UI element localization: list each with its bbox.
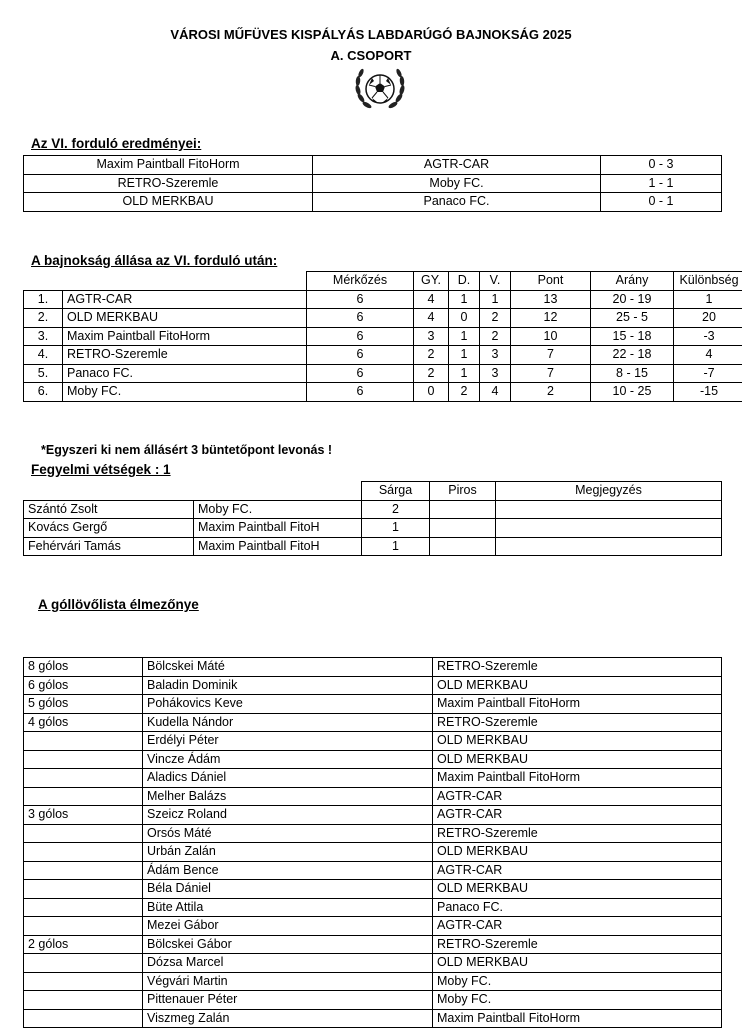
- losses: 3: [480, 364, 511, 383]
- away-team: AGTR-CAR: [313, 156, 601, 175]
- diff: 20: [674, 309, 742, 328]
- team: Maxim Paintball FitoHorm: [433, 1009, 722, 1028]
- scorer-row: [24, 713, 722, 732]
- team: AGTR-CAR: [433, 917, 722, 936]
- losses: 2: [480, 309, 511, 328]
- home-team: OLD MERKBAU: [24, 193, 313, 212]
- losses: 1: [480, 290, 511, 309]
- scorer-row: [24, 750, 722, 769]
- scorer-row: [24, 843, 722, 862]
- scorer-row: [24, 732, 722, 751]
- played: 6: [307, 327, 414, 346]
- player: Béla Dániel: [143, 880, 433, 899]
- points: 2: [511, 383, 591, 402]
- yellow-cards: 2: [362, 500, 430, 519]
- losses: 4: [480, 383, 511, 402]
- scorer-row: [24, 1009, 722, 1028]
- player: Erdélyi Péter: [143, 732, 433, 751]
- team: AGTR-CAR: [63, 290, 307, 309]
- points: 12: [511, 309, 591, 328]
- scorer-row: [24, 935, 722, 954]
- standings-table: [23, 271, 742, 402]
- standings-row: [24, 327, 742, 346]
- standings-row: [24, 346, 742, 365]
- yellow-cards: 1: [362, 537, 430, 556]
- goal-count: [24, 898, 143, 917]
- away-team: Panaco FC.: [313, 193, 601, 212]
- team: OLD MERKBAU: [433, 880, 722, 899]
- standings-row: [24, 309, 742, 328]
- ratio: 25 - 5: [591, 309, 674, 328]
- scorer-row: [24, 658, 722, 677]
- red-cards: [430, 500, 496, 519]
- points: 10: [511, 327, 591, 346]
- col-yellow: Sárga: [362, 482, 430, 501]
- col-diff: Különbség: [674, 272, 742, 291]
- goal-count: [24, 769, 143, 788]
- player: Urbán Zalán: [143, 843, 433, 862]
- goal-count: [24, 732, 143, 751]
- col-red: Piros: [430, 482, 496, 501]
- wins: 2: [414, 364, 449, 383]
- played: 6: [307, 383, 414, 402]
- home-team: RETRO-Szeremle: [24, 174, 313, 193]
- away-team: Moby FC.: [313, 174, 601, 193]
- draws: 2: [449, 383, 480, 402]
- team: RETRO-Szeremle: [63, 346, 307, 365]
- note: [496, 500, 722, 519]
- player: Kudella Nándor: [143, 713, 433, 732]
- scorer-row: [24, 769, 722, 788]
- player: Pittenauer Péter: [143, 991, 433, 1010]
- points: 13: [511, 290, 591, 309]
- result-row: [24, 174, 722, 193]
- player: Büte Attila: [143, 898, 433, 917]
- position: 2.: [24, 309, 63, 328]
- goal-count: [24, 954, 143, 973]
- goal-count: [24, 972, 143, 991]
- scorer-row: [24, 972, 722, 991]
- draws: 1: [449, 290, 480, 309]
- team: Maxim Paintball FitoHorm: [433, 769, 722, 788]
- standings-row: [24, 364, 742, 383]
- points: 7: [511, 346, 591, 365]
- player: Végvári Martin: [143, 972, 433, 991]
- scorers-heading: A góllövőlista élmezőnye: [38, 597, 199, 612]
- diff: 4: [674, 346, 742, 365]
- scorer-row: [24, 991, 722, 1010]
- team: OLD MERKBAU: [433, 750, 722, 769]
- player: Baladin Dominik: [143, 676, 433, 695]
- team: Moby FC.: [63, 383, 307, 402]
- losses: 2: [480, 327, 511, 346]
- team: Moby FC.: [433, 991, 722, 1010]
- goal-count: [24, 787, 143, 806]
- standings-row: [24, 290, 742, 309]
- ratio: 22 - 18: [591, 346, 674, 365]
- col-ratio: Arány: [591, 272, 674, 291]
- draws: 1: [449, 346, 480, 365]
- wins: 4: [414, 309, 449, 328]
- soccer-ball-laurel-icon: [352, 64, 408, 114]
- player: Kovács Gergő: [24, 519, 194, 538]
- scorer-row: [24, 787, 722, 806]
- scorer-row: [24, 676, 722, 695]
- team: OLD MERKBAU: [433, 732, 722, 751]
- col-points: Pont: [511, 272, 591, 291]
- team: OLD MERKBAU: [433, 676, 722, 695]
- draws: 1: [449, 327, 480, 346]
- player: Pohákovics Keve: [143, 695, 433, 714]
- discipline-row: [24, 537, 722, 556]
- team: OLD MERKBAU: [433, 843, 722, 862]
- played: 6: [307, 364, 414, 383]
- standings-row: [24, 383, 742, 402]
- player: Orsós Máté: [143, 824, 433, 843]
- col-draws: D.: [449, 272, 480, 291]
- scorer-row: [24, 861, 722, 880]
- discipline-row: [24, 519, 722, 538]
- goal-count: [24, 824, 143, 843]
- ratio: 15 - 18: [591, 327, 674, 346]
- team: Moby FC.: [433, 972, 722, 991]
- diff: -15: [674, 383, 742, 402]
- points: 7: [511, 364, 591, 383]
- position: 3.: [24, 327, 63, 346]
- goal-count: [24, 750, 143, 769]
- team: RETRO-Szeremle: [433, 658, 722, 677]
- scorer-row: [24, 695, 722, 714]
- played: 6: [307, 290, 414, 309]
- goal-count: 3 gólos: [24, 806, 143, 825]
- penalty-note: *Egyszeri ki nem állásért 3 büntetőpont levonás !: [41, 443, 333, 457]
- team: Panaco FC.: [433, 898, 722, 917]
- player: Bölcskei Gábor: [143, 935, 433, 954]
- draws: 1: [449, 364, 480, 383]
- score: 0 - 1: [601, 193, 722, 212]
- player: Viszmeg Zalán: [143, 1009, 433, 1028]
- goal-count: 8 gólos: [24, 658, 143, 677]
- team: Maxim Paintball FitoH: [194, 537, 362, 556]
- goal-count: [24, 880, 143, 899]
- note: [496, 537, 722, 556]
- team: Maxim Paintball FitoHorm: [63, 327, 307, 346]
- team: AGTR-CAR: [433, 787, 722, 806]
- discipline-row: [24, 500, 722, 519]
- goal-count: [24, 861, 143, 880]
- goal-count: 6 gólos: [24, 676, 143, 695]
- player: Vincze Ádám: [143, 750, 433, 769]
- ratio: 10 - 25: [591, 383, 674, 402]
- scorer-row: [24, 806, 722, 825]
- position: 5.: [24, 364, 63, 383]
- position: 1.: [24, 290, 63, 309]
- discipline-header-row: [24, 482, 722, 501]
- team: Maxim Paintball FitoH: [194, 519, 362, 538]
- player: Ádám Bence: [143, 861, 433, 880]
- scorer-row: [24, 880, 722, 899]
- group-subtitle: A. CSOPORT: [330, 48, 412, 63]
- col-note: Megjegyzés: [496, 482, 722, 501]
- scorer-row: [24, 954, 722, 973]
- ratio: 20 - 19: [591, 290, 674, 309]
- home-team: Maxim Paintball FitoHorm: [24, 156, 313, 175]
- played: 6: [307, 309, 414, 328]
- discipline-heading: Fegyelmi vétségek : 1: [31, 462, 171, 477]
- scorers-table: [23, 657, 722, 1028]
- goal-count: [24, 917, 143, 936]
- results-heading: Az VI. forduló eredményei:: [31, 136, 202, 151]
- result-row: [24, 156, 722, 175]
- note: [496, 519, 722, 538]
- team: AGTR-CAR: [433, 861, 722, 880]
- yellow-cards: 1: [362, 519, 430, 538]
- ratio: 8 - 15: [591, 364, 674, 383]
- wins: 2: [414, 346, 449, 365]
- player: Mezei Gábor: [143, 917, 433, 936]
- col-losses: V.: [480, 272, 511, 291]
- wins: 3: [414, 327, 449, 346]
- player: Fehérvári Tamás: [24, 537, 194, 556]
- team: Panaco FC.: [63, 364, 307, 383]
- scorer-row: [24, 824, 722, 843]
- goal-count: [24, 1009, 143, 1028]
- played: 6: [307, 346, 414, 365]
- player: Szeicz Roland: [143, 806, 433, 825]
- col-played: Mérkőzés: [307, 272, 414, 291]
- team: OLD MERKBAU: [63, 309, 307, 328]
- team: RETRO-Szeremle: [433, 824, 722, 843]
- diff: -3: [674, 327, 742, 346]
- player: Dózsa Marcel: [143, 954, 433, 973]
- page-title: VÁROSI MŰFÜVES KISPÁLYÁS LABDARÚGÓ BAJNOKSÁG 2025: [170, 27, 572, 42]
- discipline-table: [23, 481, 722, 556]
- red-cards: [430, 537, 496, 556]
- team: RETRO-Szeremle: [433, 935, 722, 954]
- scorer-row: [24, 898, 722, 917]
- team: OLD MERKBAU: [433, 954, 722, 973]
- team: Maxim Paintball FitoHorm: [433, 695, 722, 714]
- wins: 0: [414, 383, 449, 402]
- player: Bölcskei Máté: [143, 658, 433, 677]
- team: AGTR-CAR: [433, 806, 722, 825]
- position: 6.: [24, 383, 63, 402]
- losses: 3: [480, 346, 511, 365]
- goal-count: [24, 991, 143, 1010]
- col-wins: GY.: [414, 272, 449, 291]
- results-table: [23, 155, 722, 212]
- score: 1 - 1: [601, 174, 722, 193]
- player: Szántó Zsolt: [24, 500, 194, 519]
- goal-count: 5 gólos: [24, 695, 143, 714]
- position: 4.: [24, 346, 63, 365]
- standings-header-row: [24, 272, 742, 291]
- player: Melher Balázs: [143, 787, 433, 806]
- team: Moby FC.: [194, 500, 362, 519]
- result-row: [24, 193, 722, 212]
- goal-count: 2 gólos: [24, 935, 143, 954]
- diff: 1: [674, 290, 742, 309]
- player: Aladics Dániel: [143, 769, 433, 788]
- score: 0 - 3: [601, 156, 722, 175]
- red-cards: [430, 519, 496, 538]
- standings-heading: A bajnokság állása az VI. forduló után:: [31, 253, 278, 268]
- goal-count: [24, 843, 143, 862]
- draws: 0: [449, 309, 480, 328]
- team: RETRO-Szeremle: [433, 713, 722, 732]
- goal-count: 4 gólos: [24, 713, 143, 732]
- diff: -7: [674, 364, 742, 383]
- scorer-row: [24, 917, 722, 936]
- wins: 4: [414, 290, 449, 309]
